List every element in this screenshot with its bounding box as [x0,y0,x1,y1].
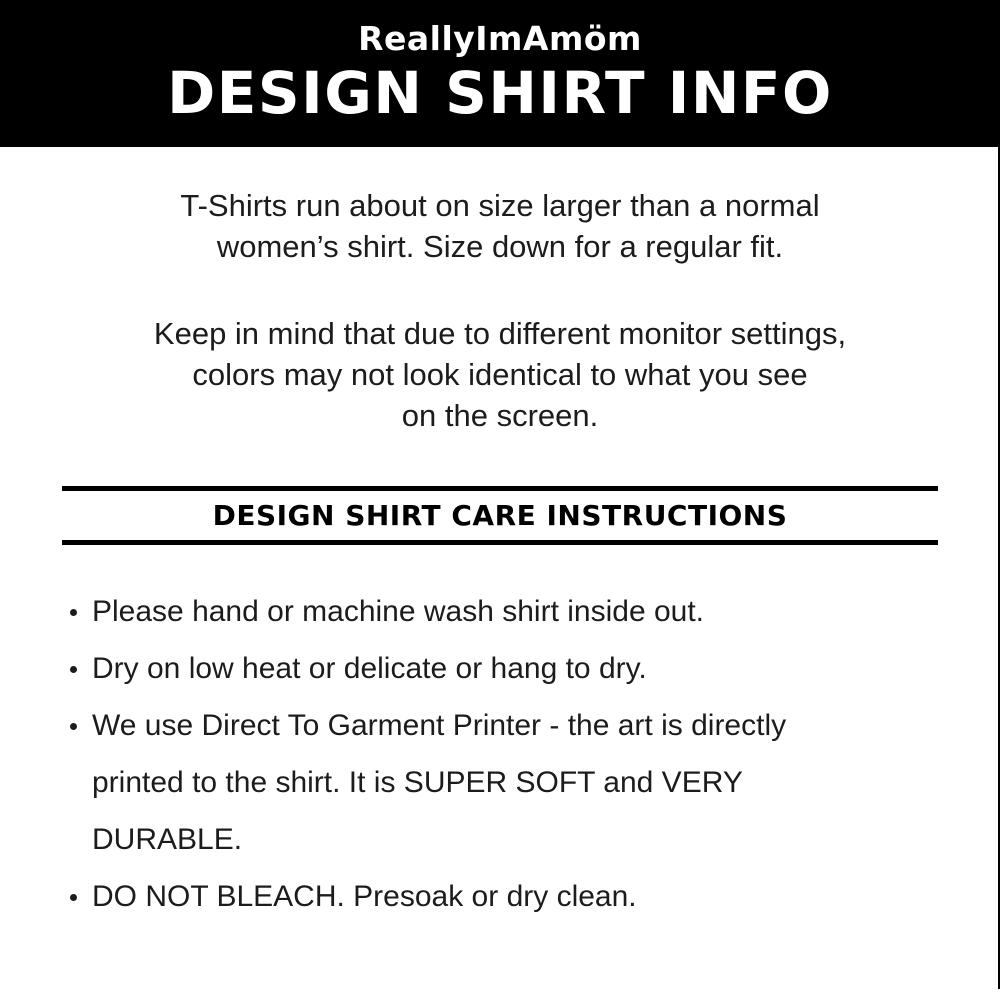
page-title: DESIGN SHIRT INFO [167,59,833,127]
sizing-paragraph [0,185,1000,267]
list-item-wash [68,583,960,640]
list-item-text: printed to the shirt. It is SUPER SOFT and VERY [92,766,743,799]
list-item-printer [68,697,960,868]
monitor-paragraph [0,313,1000,436]
sizing-line-2: women’s shirt. Size down for a regular fit. [216,229,784,264]
list-item-text: DO NOT BLEACH. Presoak or dry clean. [92,880,637,913]
care-instructions-list [68,583,960,925]
bullet-icon [68,583,92,640]
bullet-icon [68,697,92,754]
care-section-divider [62,486,938,545]
monitor-line-3: on the screen. [401,398,599,433]
monitor-line-1: Keep in mind that due to different monitor settings, [153,316,847,351]
list-item-text: Dry on low heat or delicate or hang to dry. [92,652,647,685]
list-item-text: Please hand or machine wash shirt inside out. [92,595,705,628]
intro-section [0,185,1000,436]
care-section-heading: DESIGN SHIRT CARE INSTRUCTIONS [212,499,788,532]
brand-logo: ReallyImAmöm [358,19,642,58]
bullet-icon [68,868,92,925]
header-band [0,0,1000,147]
monitor-line-2: colors may not look identical to what you see [192,357,808,392]
list-item-text: DURABLE. [92,823,243,856]
list-item-dry [68,640,960,697]
bullet-icon [68,640,92,697]
sizing-line-1: T-Shirts run about on size larger than a normal [180,188,820,223]
list-item-bleach [68,868,960,925]
list-item-text: We use Direct To Garment Printer - the art is directly [92,709,787,742]
